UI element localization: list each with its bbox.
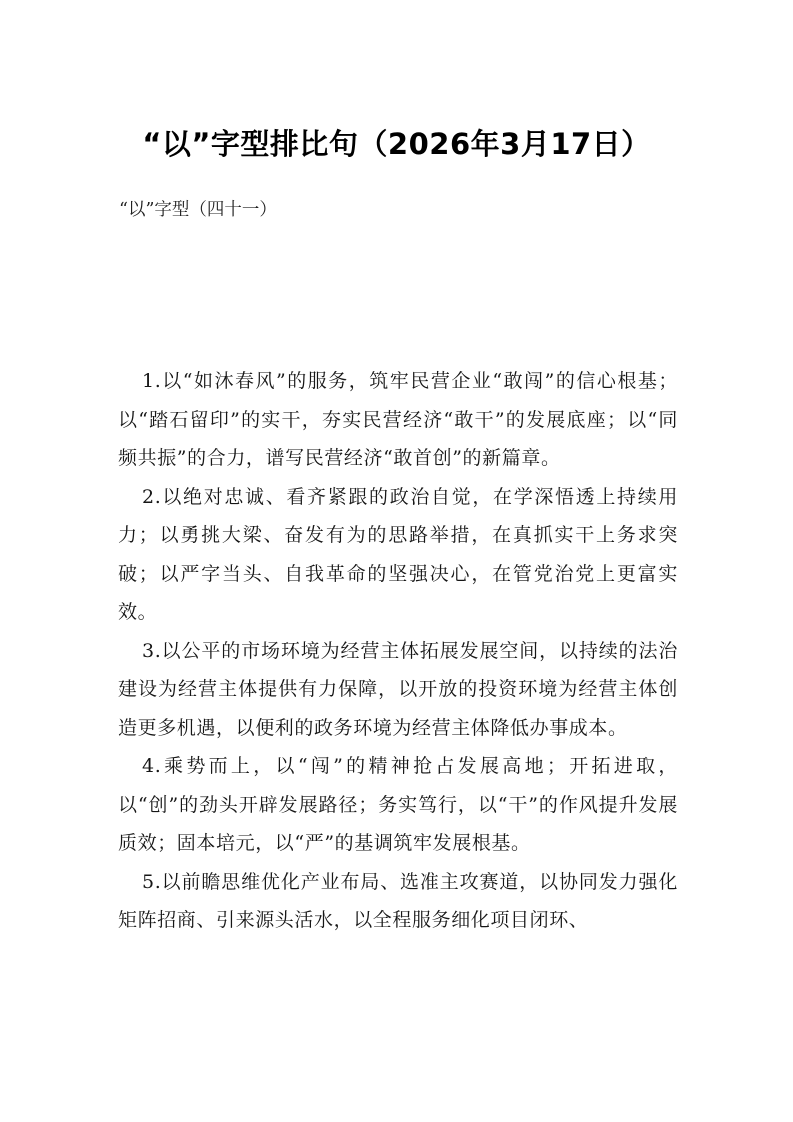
document-subtitle: “以”字型（四十一） [119, 200, 277, 220]
paragraph-5: 5.以前瞻思维优化产业布局、选准主攻赛道，以协同发力强化矩阵招商、引来源头活水，以全程服务细化项目闭环、 [118, 870, 678, 931]
document-title: “以”字型排比句（2026年3月17日） [142, 127, 651, 161]
paragraph-1: 1.以“如沐春风”的服务，筑牢民营企业“敢闯”的信心根基；以“踏石留印”的实干，夯实民营经济“敢干”的发展底座；以“同频共振”的合力，谱写民营经济“敢首创”的新篇章。 [118, 370, 678, 469]
paragraph-3: 3.以公平的市场环境为经营主体拓展发展空间，以持续的法治建设为经营主体提供有力保障，以开放的投资环境为经营主体创造更多机遇，以便利的政务环境为经营主体降低办事成本。 [118, 639, 678, 739]
paragraph-2: 2.以绝对忠诚、看齐紧跟的政治自觉，在学深悟透上持续用力；以勇挑大梁、奋发有为的思路举措，在真抓实干上务求突破；以严字当头、自我革命的坚强决心，在管党治党上更富实效。 [118, 485, 678, 623]
paragraph-4: 4.乘势而上，以“闯”的精神抢占发展高地；开拓进取，以“创”的劲头开辟发展路径；务实笃行，以“干”的作风提升发展质效；固本培元，以“严”的基调筑牢发展根基。 [118, 755, 678, 854]
document-body [118, 362, 678, 940]
